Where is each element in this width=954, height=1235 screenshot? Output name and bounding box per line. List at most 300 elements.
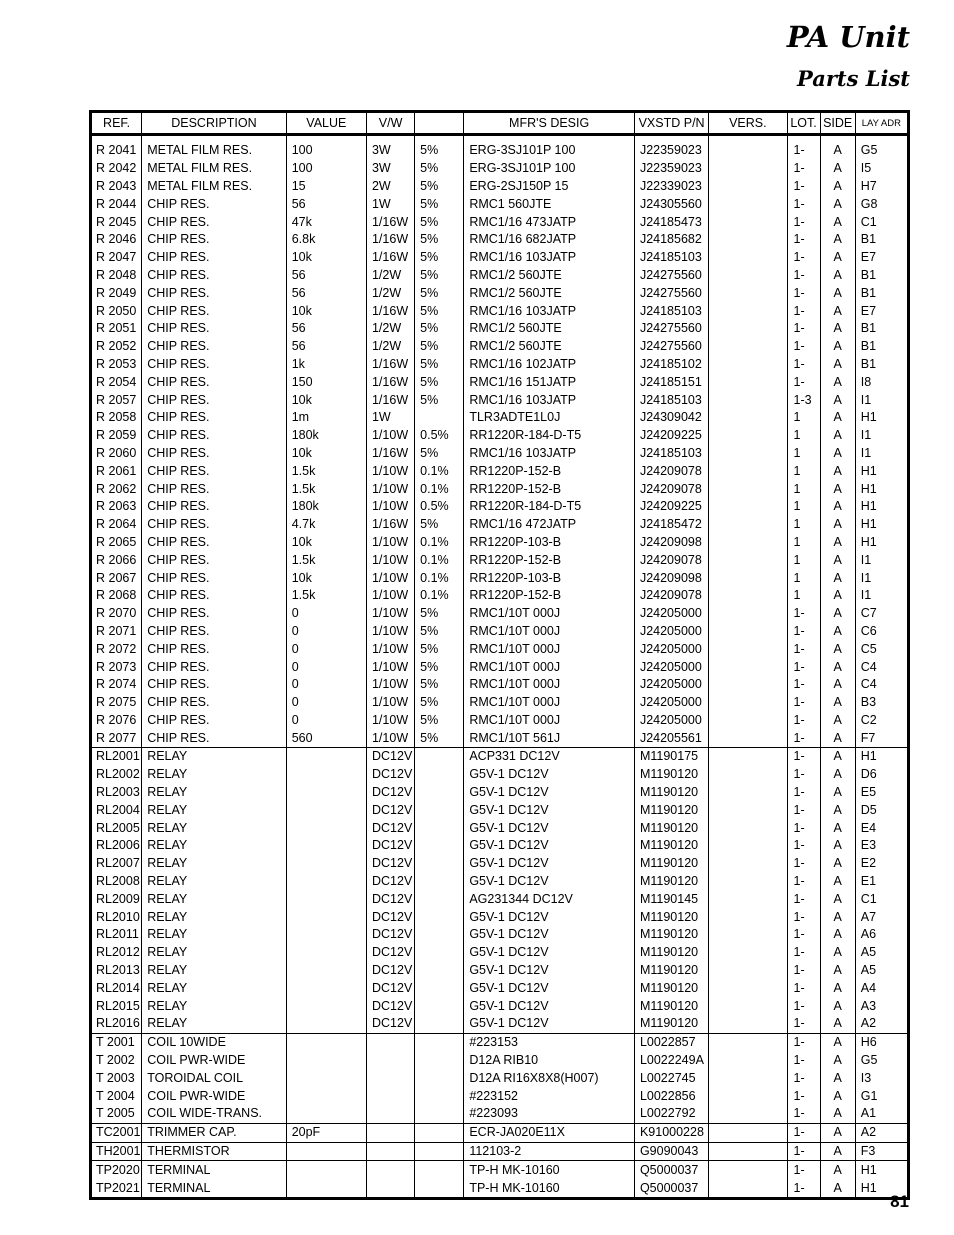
- vxstd-pn-cell: M1190120: [634, 908, 708, 926]
- spacer-cell: [634, 135, 708, 143]
- side-cell: A: [820, 890, 855, 908]
- tolerance-cell: 0.1%: [415, 551, 464, 569]
- description-cell: COIL PWR-WIDE: [142, 1087, 287, 1105]
- ref-cell: RL2006: [96, 838, 140, 853]
- side-cell: A: [820, 784, 855, 802]
- tolerance-cell: 5%: [415, 320, 464, 338]
- table-row: [91, 1105, 909, 1123]
- spacer-cell: [91, 135, 142, 143]
- vw-cell: 1/16W: [366, 231, 414, 249]
- vxstd-pn-cell: J24205000: [634, 605, 708, 623]
- lot-cell: 1: [787, 534, 820, 552]
- ref-cell: R 2050: [96, 303, 137, 318]
- table-row: [91, 1161, 909, 1179]
- ref-cell: R 2077: [91, 729, 142, 747]
- side-cell: A: [820, 409, 855, 427]
- description-cell: CHIP RES.: [142, 195, 287, 213]
- lot-cell: 1-: [787, 1052, 820, 1070]
- lot-cell: 1-: [787, 676, 820, 694]
- lot-cell: 1-: [787, 979, 820, 997]
- vw-cell: DC12V: [366, 997, 414, 1015]
- table-row: [91, 534, 909, 552]
- table-row: [91, 1069, 909, 1087]
- value-cell: 6.8k: [286, 231, 366, 249]
- lay-adr-cell: C1: [855, 213, 908, 231]
- vw-cell: DC12V: [366, 873, 414, 891]
- table-row: [91, 391, 909, 409]
- table-row: [91, 462, 909, 480]
- value-cell: [286, 1052, 366, 1070]
- description-cell: CHIP RES.: [142, 676, 287, 694]
- lot-cell: 1-: [787, 142, 820, 160]
- ref-cell: R 2054: [96, 374, 137, 389]
- description-cell: RELAY: [142, 766, 287, 784]
- ref-cell: RL2002: [96, 767, 140, 782]
- ref-cell: RL2007: [96, 856, 140, 871]
- table-row: [91, 480, 909, 498]
- value-cell: 56: [286, 320, 366, 338]
- vers-cell: [709, 1161, 787, 1179]
- value-cell: 100: [286, 142, 366, 160]
- ref-cell: R 2042: [96, 161, 137, 176]
- vers-cell: [709, 551, 787, 569]
- description-cell: RELAY: [142, 1015, 287, 1033]
- lay-adr-cell: B1: [855, 320, 908, 338]
- table-row: [91, 873, 909, 891]
- ref-cell: RL2010: [96, 909, 140, 924]
- side-cell: A: [820, 516, 855, 534]
- vers-cell: [709, 338, 787, 356]
- vers-cell: [709, 623, 787, 641]
- lot-cell: 1-: [787, 1087, 820, 1105]
- ref-cell: RL2012: [96, 945, 140, 960]
- vers-cell: [709, 373, 787, 391]
- mfr-desig-cell: TLR3ADTE1L0J: [464, 409, 635, 427]
- lay-adr-cell: B1: [855, 356, 908, 374]
- description-cell: CHIP RES.: [142, 694, 287, 712]
- ref-cell: T 2005: [91, 1105, 142, 1123]
- tolerance-cell: 5%: [415, 712, 464, 730]
- value-cell: 56: [286, 195, 366, 213]
- value-cell: 1.5k: [286, 587, 366, 605]
- side-cell: A: [820, 1161, 855, 1179]
- tolerance-cell: 5%: [415, 623, 464, 641]
- side-cell: A: [820, 534, 855, 552]
- description-cell: METAL FILM RES.: [142, 142, 287, 160]
- col-header-mfr-desig: MFR'S DESIG: [464, 112, 635, 135]
- mfr-desig-cell: G5V-1 DC12V: [464, 855, 635, 873]
- table-row: [91, 267, 909, 285]
- description-cell: RELAY: [142, 890, 287, 908]
- lay-adr-cell: I5: [855, 160, 908, 178]
- mfr-desig-cell: TP-H MK-10160: [464, 1161, 635, 1179]
- side-cell: A: [820, 908, 855, 926]
- lot-cell: 1-: [787, 926, 820, 944]
- description-cell: CHIP RES.: [142, 391, 287, 409]
- page-subtitle: Parts List: [797, 66, 910, 91]
- mfr-desig-cell: RMC1/10T 000J: [464, 605, 635, 623]
- value-cell: 10k: [286, 391, 366, 409]
- value-cell: [286, 1033, 366, 1051]
- lot-cell: 1-: [787, 766, 820, 784]
- tolerance-cell: 5%: [415, 694, 464, 712]
- ref-cell: R 2049: [96, 285, 137, 300]
- mfr-desig-cell: RMC1/16 102JATP: [464, 356, 635, 374]
- lot-cell: 1: [787, 445, 820, 463]
- vers-cell: [709, 855, 787, 873]
- description-cell: COIL WIDE-TRANS.: [142, 1105, 287, 1123]
- side-cell: A: [820, 1033, 855, 1051]
- lot-cell: 1-: [787, 658, 820, 676]
- vxstd-pn-cell: J24205000: [634, 712, 708, 730]
- tolerance-cell: 5%: [415, 284, 464, 302]
- vxstd-pn-cell: M1190120: [634, 873, 708, 891]
- description-cell: RELAY: [142, 855, 287, 873]
- vxstd-pn-cell: M1190120: [634, 979, 708, 997]
- tolerance-cell: [415, 1015, 464, 1033]
- lay-adr-cell: C7: [855, 605, 908, 623]
- mfr-desig-cell: RMC1/2 560JTE: [464, 320, 635, 338]
- side-cell: A: [820, 213, 855, 231]
- ref-cell: R 2067: [96, 570, 137, 585]
- value-cell: 560: [286, 729, 366, 747]
- lot-cell: 1-: [787, 694, 820, 712]
- value-cell: 0: [286, 623, 366, 641]
- vxstd-pn-cell: J24209098: [634, 534, 708, 552]
- vxstd-pn-cell: J24185472: [634, 516, 708, 534]
- tolerance-cell: [415, 1052, 464, 1070]
- tolerance-cell: [415, 979, 464, 997]
- table-row: [91, 1142, 909, 1161]
- vxstd-pn-cell: J24209225: [634, 498, 708, 516]
- lay-adr-cell: H1: [855, 748, 908, 766]
- col-header-vxstd-pn: VXSTD P/N: [634, 112, 708, 135]
- value-cell: [286, 1105, 366, 1123]
- lot-cell: 1-: [787, 944, 820, 962]
- ref-cell: RL2004: [96, 802, 140, 817]
- description-cell: CHIP RES.: [142, 445, 287, 463]
- lay-adr-cell: A6: [855, 926, 908, 944]
- vers-cell: [709, 462, 787, 480]
- lay-adr-cell: B3: [855, 694, 908, 712]
- lot-cell: 1: [787, 427, 820, 445]
- vers-cell: [709, 409, 787, 427]
- tolerance-cell: 5%: [415, 302, 464, 320]
- description-cell: THERMISTOR: [142, 1142, 287, 1161]
- value-cell: 56: [286, 267, 366, 285]
- tolerance-cell: 5%: [415, 445, 464, 463]
- vxstd-pn-cell: Q5000037: [634, 1161, 708, 1179]
- ref-cell: R 2051: [96, 321, 137, 336]
- vxstd-pn-cell: M1190120: [634, 855, 708, 873]
- mfr-desig-cell: RR1220P-152-B: [464, 480, 635, 498]
- lot-cell: 1-: [787, 213, 820, 231]
- side-cell: A: [820, 267, 855, 285]
- side-cell: A: [820, 962, 855, 980]
- vers-cell: [709, 801, 787, 819]
- description-cell: CHIP RES.: [142, 712, 287, 730]
- vw-cell: DC12V: [366, 908, 414, 926]
- spacer-cell: [855, 135, 908, 143]
- ref-cell: T 2003: [96, 1070, 135, 1085]
- table-row: [91, 729, 909, 747]
- description-cell: METAL FILM RES.: [142, 178, 287, 196]
- tolerance-cell: 0.1%: [415, 462, 464, 480]
- side-cell: A: [820, 819, 855, 837]
- lay-adr-cell: E5: [855, 784, 908, 802]
- tolerance-cell: [415, 1142, 464, 1161]
- ref-cell: R 2045: [96, 214, 137, 229]
- vers-cell: [709, 178, 787, 196]
- value-cell: [286, 837, 366, 855]
- ref-cell: TP2020: [96, 1162, 140, 1177]
- mfr-desig-cell: TP-H MK-10160: [464, 1179, 635, 1198]
- value-cell: [286, 1142, 366, 1161]
- table-row: [91, 356, 909, 374]
- lay-adr-cell: H6: [855, 1033, 908, 1051]
- vxstd-pn-cell: J24309042: [634, 409, 708, 427]
- ref-cell: R 2059: [96, 428, 137, 443]
- value-cell: 10k: [286, 534, 366, 552]
- mfr-desig-cell: RR1220R-184-D-T5: [464, 427, 635, 445]
- description-cell: RELAY: [142, 819, 287, 837]
- vw-cell: 1/10W: [366, 605, 414, 623]
- page-number: 81: [890, 1192, 909, 1211]
- lay-adr-cell: G1: [855, 1087, 908, 1105]
- tolerance-cell: [415, 908, 464, 926]
- lot-cell: 1-: [787, 1142, 820, 1161]
- spacer-cell: [366, 135, 414, 143]
- value-cell: [286, 908, 366, 926]
- side-cell: A: [820, 1179, 855, 1198]
- value-cell: [286, 873, 366, 891]
- parts-table: [89, 110, 910, 1200]
- vw-cell: 1/10W: [366, 658, 414, 676]
- lay-adr-cell: I1: [855, 427, 908, 445]
- tolerance-cell: [415, 837, 464, 855]
- side-cell: A: [820, 178, 855, 196]
- lot-cell: 1-: [787, 837, 820, 855]
- table-row: [91, 748, 909, 766]
- side-cell: A: [820, 391, 855, 409]
- vw-cell: 1/10W: [366, 569, 414, 587]
- vw-cell: [366, 1179, 414, 1198]
- lot-cell: 1-: [787, 1123, 820, 1142]
- vers-cell: [709, 391, 787, 409]
- mfr-desig-cell: AG231344 DC12V: [464, 890, 635, 908]
- mfr-desig-cell: RMC1/16 103JATP: [464, 249, 635, 267]
- vers-cell: [709, 837, 787, 855]
- col-header-vers: VERS.: [709, 112, 787, 135]
- vxstd-pn-cell: L0022857: [634, 1033, 708, 1051]
- side-cell: A: [820, 640, 855, 658]
- mfr-desig-cell: G5V-1 DC12V: [464, 784, 635, 802]
- mfr-desig-cell: RMC1/16 103JATP: [464, 302, 635, 320]
- description-cell: RELAY: [142, 944, 287, 962]
- value-cell: 1.5k: [286, 551, 366, 569]
- vers-cell: [709, 640, 787, 658]
- lay-adr-cell: I8: [855, 373, 908, 391]
- vxstd-pn-cell: M1190120: [634, 766, 708, 784]
- col-header-ref: REF.: [91, 112, 142, 135]
- lot-cell: 1: [787, 498, 820, 516]
- mfr-desig-cell: G5V-1 DC12V: [464, 997, 635, 1015]
- spacer-cell: [286, 135, 366, 143]
- vw-cell: DC12V: [366, 837, 414, 855]
- tolerance-cell: 5%: [415, 249, 464, 267]
- table-row: [91, 373, 909, 391]
- vers-cell: [709, 712, 787, 730]
- description-cell: CHIP RES.: [142, 249, 287, 267]
- mfr-desig-cell: ERG-3SJ101P 100: [464, 142, 635, 160]
- vxstd-pn-cell: M1190120: [634, 926, 708, 944]
- vers-cell: [709, 195, 787, 213]
- tolerance-cell: 0.1%: [415, 569, 464, 587]
- mfr-desig-cell: D12A RIB10: [464, 1052, 635, 1070]
- table-row: [91, 926, 909, 944]
- table-row: [91, 178, 909, 196]
- col-header-description: DESCRIPTION: [142, 112, 287, 135]
- vers-cell: [709, 979, 787, 997]
- table-row: [91, 623, 909, 641]
- lot-cell: 1-: [787, 1179, 820, 1198]
- vxstd-pn-cell: J24209078: [634, 480, 708, 498]
- tolerance-cell: [415, 801, 464, 819]
- vers-cell: [709, 1179, 787, 1198]
- vw-cell: [366, 1142, 414, 1161]
- vw-cell: [366, 1087, 414, 1105]
- description-cell: RELAY: [142, 926, 287, 944]
- description-cell: CHIP RES.: [142, 480, 287, 498]
- lot-cell: 1-: [787, 160, 820, 178]
- description-cell: CHIP RES.: [142, 213, 287, 231]
- side-cell: A: [820, 498, 855, 516]
- vers-cell: [709, 1087, 787, 1105]
- vxstd-pn-cell: M1190120: [634, 962, 708, 980]
- side-cell: A: [820, 837, 855, 855]
- lot-cell: 1-: [787, 1015, 820, 1033]
- lay-adr-cell: H1: [855, 462, 908, 480]
- ref-cell: T 2002: [96, 1053, 135, 1068]
- description-cell: RELAY: [142, 784, 287, 802]
- vxstd-pn-cell: J24185103: [634, 302, 708, 320]
- ref-cell: RL2005: [96, 820, 140, 835]
- description-cell: CHIP RES.: [142, 409, 287, 427]
- tolerance-cell: [415, 1161, 464, 1179]
- table-row: [91, 1052, 909, 1070]
- vers-cell: [709, 231, 787, 249]
- vw-cell: 1/10W: [366, 712, 414, 730]
- vxstd-pn-cell: J24275560: [634, 284, 708, 302]
- lay-adr-cell: E3: [855, 837, 908, 855]
- lay-adr-cell: I1: [855, 445, 908, 463]
- side-cell: A: [820, 569, 855, 587]
- vxstd-pn-cell: M1190175: [634, 748, 708, 766]
- mfr-desig-cell: G5V-1 DC12V: [464, 1015, 635, 1033]
- lot-cell: 1-: [787, 855, 820, 873]
- vers-cell: [709, 445, 787, 463]
- vers-cell: [709, 908, 787, 926]
- value-cell: [286, 819, 366, 837]
- lay-adr-cell: H1: [855, 1161, 908, 1179]
- table-row: [91, 516, 909, 534]
- vxstd-pn-cell: J24209098: [634, 569, 708, 587]
- value-cell: 100: [286, 160, 366, 178]
- value-cell: 0: [286, 605, 366, 623]
- side-cell: A: [820, 356, 855, 374]
- ref-cell: RL2009: [96, 891, 140, 906]
- table-row: [91, 302, 909, 320]
- vw-cell: DC12V: [366, 819, 414, 837]
- lay-adr-cell: B1: [855, 284, 908, 302]
- col-header-vw: V/W: [366, 112, 414, 135]
- ref-cell: TP2021: [96, 1180, 140, 1195]
- vxstd-pn-cell: M1190145: [634, 890, 708, 908]
- lay-adr-cell: G5: [855, 142, 908, 160]
- tolerance-cell: [415, 748, 464, 766]
- ref-cell: R 2068: [96, 588, 137, 603]
- lay-adr-cell: A2: [855, 1123, 908, 1142]
- vers-cell: [709, 605, 787, 623]
- ref-cell: R 2075: [96, 695, 137, 710]
- lot-cell: 1-: [787, 338, 820, 356]
- value-cell: 56: [286, 338, 366, 356]
- lay-adr-cell: H1: [855, 409, 908, 427]
- lay-adr-cell: I3: [855, 1069, 908, 1087]
- value-cell: 180k: [286, 427, 366, 445]
- vers-cell: [709, 944, 787, 962]
- vw-cell: DC12V: [366, 926, 414, 944]
- lot-cell: 1-: [787, 748, 820, 766]
- lot-cell: 1-: [787, 908, 820, 926]
- lot-cell: 1: [787, 480, 820, 498]
- lot-cell: 1-: [787, 819, 820, 837]
- table-row: [91, 944, 909, 962]
- vers-cell: [709, 516, 787, 534]
- vxstd-pn-cell: J24205000: [634, 623, 708, 641]
- vxstd-pn-cell: L0022745: [634, 1069, 708, 1087]
- tolerance-cell: 5%: [415, 213, 464, 231]
- lay-adr-cell: E4: [855, 819, 908, 837]
- spacer-cell: [464, 135, 635, 143]
- tolerance-cell: 5%: [415, 729, 464, 747]
- side-cell: A: [820, 605, 855, 623]
- lot-cell: 1: [787, 516, 820, 534]
- ref-cell: TH2001: [91, 1142, 142, 1161]
- lay-adr-cell: B1: [855, 338, 908, 356]
- vxstd-pn-cell: J24275560: [634, 338, 708, 356]
- vw-cell: DC12V: [366, 962, 414, 980]
- side-cell: A: [820, 249, 855, 267]
- spacer-cell: [415, 135, 464, 143]
- tolerance-cell: 5%: [415, 356, 464, 374]
- vxstd-pn-cell: J24205000: [634, 694, 708, 712]
- vers-cell: [709, 1033, 787, 1051]
- lot-cell: 1-: [787, 873, 820, 891]
- value-cell: 1.5k: [286, 462, 366, 480]
- mfr-desig-cell: RR1220P-103-B: [464, 569, 635, 587]
- vxstd-pn-cell: J24275560: [634, 267, 708, 285]
- mfr-desig-cell: ERG-2SJ150P 15: [464, 178, 635, 196]
- vers-cell: [709, 1069, 787, 1087]
- vw-cell: [366, 1123, 414, 1142]
- vw-cell: DC12V: [366, 801, 414, 819]
- vers-cell: [709, 962, 787, 980]
- lot-cell: 1-: [787, 195, 820, 213]
- lay-adr-cell: C1: [855, 890, 908, 908]
- side-cell: A: [820, 1142, 855, 1161]
- side-cell: A: [820, 284, 855, 302]
